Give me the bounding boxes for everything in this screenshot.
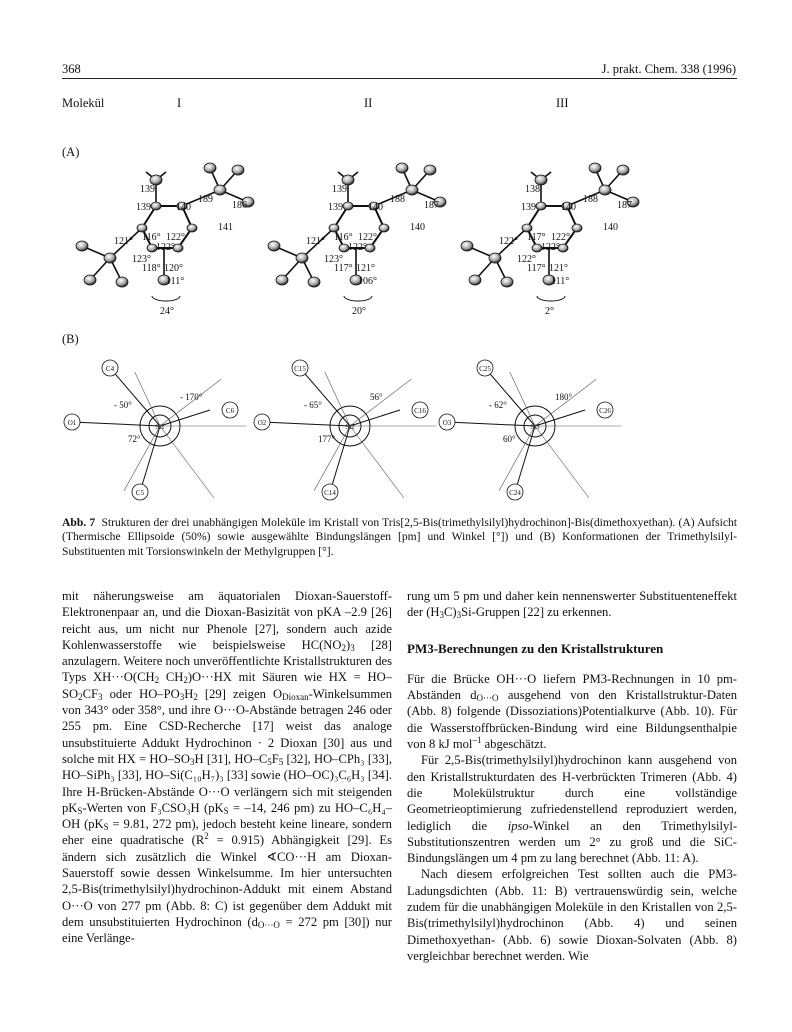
carbon-atom bbox=[329, 224, 339, 232]
bond bbox=[110, 368, 160, 426]
bond-label: 106° bbox=[358, 276, 377, 287]
page-number: 368 bbox=[62, 62, 81, 76]
carbon-atom bbox=[396, 163, 408, 173]
atom-label: Si2 bbox=[345, 423, 355, 431]
atom-label: Si3 bbox=[530, 423, 540, 431]
molecule-label-1: I bbox=[177, 96, 182, 110]
bond-label: 140 bbox=[176, 202, 191, 213]
bond-label: 139 bbox=[328, 202, 343, 213]
caption-label: Abb. 7 bbox=[62, 516, 96, 529]
bond-label: 118° bbox=[142, 263, 161, 274]
carbon-atom bbox=[379, 224, 389, 232]
carbon-atom bbox=[501, 277, 513, 287]
bond-label: 121° bbox=[549, 263, 568, 274]
molecule-3 bbox=[461, 163, 639, 317]
section-heading: PM3-Berechnungen zu den Kristallstrukturen bbox=[407, 640, 664, 656]
rotation-arrow-icon bbox=[152, 296, 180, 301]
carbon-atom bbox=[343, 202, 353, 210]
atom-label: O3 bbox=[442, 419, 452, 427]
hydrogen-bond bbox=[160, 426, 214, 498]
newman-projection-2 bbox=[254, 360, 436, 500]
carbon-atom bbox=[461, 241, 473, 251]
bond-label: 141 bbox=[218, 222, 233, 233]
carbon-atom bbox=[268, 241, 280, 251]
bond-label: 20° bbox=[352, 306, 366, 317]
bond bbox=[447, 422, 535, 426]
bond-label: 139 bbox=[136, 202, 151, 213]
carbon-atom bbox=[116, 277, 128, 287]
torsion-angle-label: - 62° bbox=[489, 400, 507, 410]
figure-caption bbox=[62, 516, 737, 559]
silicon-atom bbox=[599, 185, 611, 195]
right-paragraph-3: Nach diesem erfolgreichen Test sollten auch die PM3-Ladungsdichten (Abb. 11: B) vertrauenswürdig sein, welche zudem für die unabhängigen Moleküle in den Kristallen von 2,5-Bis(trimethylsilyl)hydrochinon (Abb. 4) und seinen Dimethoxyethan- (Abb. 6) sowie Dioxan-Solvaten (Abb. 8) vergleichbar berechnet werden. Wie bbox=[407, 867, 737, 963]
bond-label: 139 bbox=[332, 184, 347, 195]
newman-projection-1 bbox=[64, 360, 246, 500]
carbon-atom bbox=[572, 224, 582, 232]
bond-label: 187 bbox=[424, 200, 439, 211]
bond-label: 122° bbox=[517, 254, 536, 265]
bond-label: 2° bbox=[545, 306, 554, 317]
bond-label: 189 bbox=[198, 194, 213, 205]
carbon-atom bbox=[232, 165, 244, 175]
atom-label: C5 bbox=[135, 489, 145, 497]
carbon-atom bbox=[276, 275, 288, 285]
hydrogen-bond bbox=[135, 372, 160, 426]
bond-label: 140 bbox=[603, 222, 618, 233]
bond-label: 111° bbox=[166, 276, 185, 287]
silicon-atom bbox=[406, 185, 418, 195]
bond-label: 140 bbox=[561, 202, 576, 213]
bond-label: 140 bbox=[368, 202, 383, 213]
right-paragraph-2: Für 2,5-Bis(trimethylsilyl)hydrochinon kann ausgehend von den Kristallstrukturdaten des H-verbrückten Trimeren (Abb. 4) die Molekülstruktur durch eine vollständige Geometrieoptimierung zufriedenstellend reproduziert werden, lediglich die ipso-Winkel an den Trimethylsilyl-Substitutionszentren werden um 2° zu groß und die SiC-Bindungslängen um 4 pm zu lang berechnet (Abb. 11: A). bbox=[407, 753, 738, 866]
hydrogen-bond bbox=[535, 379, 596, 426]
bond-label: 122° bbox=[156, 242, 175, 253]
bond-label: 121° bbox=[356, 263, 375, 274]
hydrogen-bond bbox=[325, 372, 350, 426]
carbon-atom bbox=[84, 275, 96, 285]
torsion-angle-label: 56° bbox=[370, 392, 383, 402]
hydrogen-bond bbox=[350, 426, 404, 498]
torsion-angle-label: 72° bbox=[128, 434, 141, 444]
bond-label: 122° bbox=[551, 232, 570, 243]
left-paragraph: mit näherungsweise am äquatorialen Dioxan-Sauerstoff-Elektronenpaar an, und die Dioxan-Basizität von pKA –2.9 [26] reicht aus, um nicht nur Phenole [27], sondern auch azide Kohlenwasserstoffe wie beispielsweise $HC(NO_2)_3$ [28] anzulagern. Weitere noch unveröffentlichte Kristallstrukturen des Typs $XH\cdot\cdot\cdot O(CH_2$ $CH_2)O\cdot\cdot\cdot HX$ mit Säuren wie HX = $HO-SO_2CF_3$ oder $HO-PO_3H_2$ [29] zeigen $O_{Dioxan}$-Winkelsummen von 343° oder 358°, und ihre O···O-Abstände betragen 246 oder 255 pm. Eine CSD-Recherche [17] weist das analoge unsubstituierte Addukt Hydrochinon · 2 Dioxan [30] aus und solche mit HX = $HO-SO_3H$ [31], $HO-C_5F_5$ [32], HO–CPh₃ [33], HO–SiPh₃ [33], HO–Si(C₁₀H₇)₃ [33] sowie (HO–OC)₃C₆H₃ [34]. Ihre H-Brücken-Abstände O···O verlängern sich mit steigenden $pK_S$-Werten von F₃CSO₃H ($pK_S = -14$, 246 pm) zu HO–C₆H₄–OH ($pK_S = 9.81$, 272 pm), jedoch besteht keine lineare, sondern eher eine quadratische $(R^2 = 0.915)$ Abhängigkeit [29]. Es ändern sich zusätzlich die Winkel ∢CO···H am Dioxan-Sauerstoff sowie dessen Winkelsumme. Im hier untersuchten 2,5-Bis(trimethylsilyl)hydrochinon-Addukt mit einem Abstand O···O von 277 pm (Abb. 8: C) ist gegenüber dem Addukt mit dem unsubstituierten Hydrochinon ($d_{O\cdot\cdot\cdot O} = 272$ pm [30]) nur eine Verlänge- bbox=[62, 589, 393, 946]
bond-label: 122° bbox=[348, 242, 367, 253]
bond bbox=[72, 422, 160, 426]
newman-projection-3 bbox=[439, 360, 621, 500]
atom-label: C26 bbox=[599, 407, 611, 415]
molecule-figure bbox=[60, 150, 740, 505]
molecule-label-3: III bbox=[556, 96, 569, 110]
bond-label: 139 bbox=[521, 202, 536, 213]
left-column bbox=[62, 588, 392, 947]
panel-a-label: (A) bbox=[62, 145, 80, 159]
atom-label: C6 bbox=[225, 407, 235, 415]
silicon-atom bbox=[489, 253, 501, 263]
carbon-atom bbox=[617, 165, 629, 175]
molecule-row-label: Molekül bbox=[62, 96, 105, 110]
bond-label: 122° bbox=[358, 232, 377, 243]
silicon-atom bbox=[296, 253, 308, 263]
bond-label: 117° bbox=[334, 263, 353, 274]
silicon-atom bbox=[104, 253, 116, 263]
atom-label: C4 bbox=[105, 365, 115, 373]
bond-label: 187 bbox=[617, 200, 632, 211]
bond-label: 122° bbox=[499, 236, 518, 247]
atom-label: C16 bbox=[414, 407, 426, 415]
carbon-atom bbox=[522, 224, 532, 232]
bond bbox=[262, 422, 350, 426]
hydrogen-bond bbox=[160, 379, 221, 426]
carbon-atom bbox=[137, 224, 147, 232]
bond-label: 121° bbox=[114, 236, 133, 247]
rotation-arrow-icon bbox=[537, 296, 565, 301]
bond-label: 139 bbox=[140, 184, 155, 195]
torsion-angle-label: - 65° bbox=[304, 400, 322, 410]
carbon-atom bbox=[187, 224, 197, 232]
rotation-arrow-icon bbox=[344, 296, 372, 301]
panel-b-label: (B) bbox=[62, 332, 79, 346]
bond-label: 140 bbox=[410, 222, 425, 233]
bond-label: 111° bbox=[551, 276, 570, 287]
atom-label: O1 bbox=[67, 419, 77, 427]
silicon-atom bbox=[214, 185, 226, 195]
torsion-angle-label: 180° bbox=[555, 392, 573, 402]
bond-label: 123° bbox=[324, 254, 343, 265]
torsion-angle-label: 177° bbox=[318, 434, 336, 444]
hydrogen-bond bbox=[535, 426, 589, 498]
carbon-atom bbox=[589, 163, 601, 173]
right-column bbox=[407, 588, 737, 964]
carbon-atom bbox=[204, 163, 216, 173]
carbon-atom bbox=[536, 202, 546, 210]
torsion-angle-label: 60° bbox=[503, 434, 516, 444]
bond-label: 122° bbox=[166, 232, 185, 243]
bond-label: 138 bbox=[525, 184, 540, 195]
carbon-atom bbox=[469, 275, 481, 285]
carbon-atom bbox=[308, 277, 320, 287]
atom-label: C15 bbox=[294, 365, 306, 373]
hydrogen-bond bbox=[350, 379, 411, 426]
bond-label: 116° bbox=[142, 232, 161, 243]
carbon-atom bbox=[76, 241, 88, 251]
bond-label: 120° bbox=[164, 263, 183, 274]
bond-label: 117° bbox=[527, 263, 546, 274]
carbon-atom bbox=[424, 165, 436, 175]
bond-label: 188 bbox=[583, 194, 598, 205]
journal-reference: J. prakt. Chem. 338 (1996) bbox=[601, 62, 736, 76]
right-paragraph-1: Für die Brücke OH···O liefern PM3-Rechnungen in 10 pm-Abständen $d_{O\cdot\cdot\cdot O}$ ausgehend von den Kristallstruktur-Daten (Abb. 8) folgende (Dissoziations)Potentialkurve (Abb. 10). Für die Wasserstoffbrücken-Bindung wird eine Bildungsenthalpie von 8 kJ mol$^{-1}$ abgeschätzt. bbox=[407, 671, 737, 752]
atom-label: Si1 bbox=[155, 423, 165, 431]
atom-label: C25 bbox=[479, 365, 491, 373]
bond-label: 122° bbox=[541, 242, 560, 253]
hydrogen-bond bbox=[510, 372, 535, 426]
right-paragraph-continued: rung um 5 pm und daher kein nennenswerter Substituenteneffekt der $(H_3C)_3Si$-Gruppen [22] zu erkennen. bbox=[407, 589, 737, 621]
caption-text: Strukturen der drei unabhängigen Moleküle im Kristall von Tris[2,5-Bis(trimethylsilyl)hydrochinon]-Bis(dimethoxyethan). (A) Aufsicht (Thermische Ellipsoide (50%) sowie ausgewählte Bindungslängen [pm] und Winkel [°]) und (B) Konformationen der Trimethylsilyl-Substituenten mit Torsionswinkeln der Methylgruppen [°]. bbox=[62, 516, 738, 558]
bond-label: 117° bbox=[527, 232, 546, 243]
atom-label: C14 bbox=[324, 489, 336, 497]
molecule-2 bbox=[268, 163, 446, 317]
bond-label: 188 bbox=[390, 194, 405, 205]
bond-label: 24° bbox=[160, 306, 174, 317]
bond-label: 186 bbox=[232, 200, 247, 211]
molecule-label-2: II bbox=[364, 96, 373, 110]
header-rule bbox=[62, 78, 737, 79]
bond bbox=[300, 368, 350, 426]
bond-label: 123° bbox=[132, 254, 151, 265]
torsion-angle-label: - 170° bbox=[180, 392, 203, 402]
carbon-atom bbox=[151, 202, 161, 210]
atom-label: C24 bbox=[509, 489, 521, 497]
torsion-angle-label: - 50° bbox=[114, 400, 132, 410]
atom-label: O2 bbox=[257, 419, 267, 427]
bond-label: 116° bbox=[334, 232, 353, 243]
molecule-1 bbox=[76, 163, 254, 317]
bond-label: 121° bbox=[306, 236, 325, 247]
bond bbox=[485, 368, 535, 426]
